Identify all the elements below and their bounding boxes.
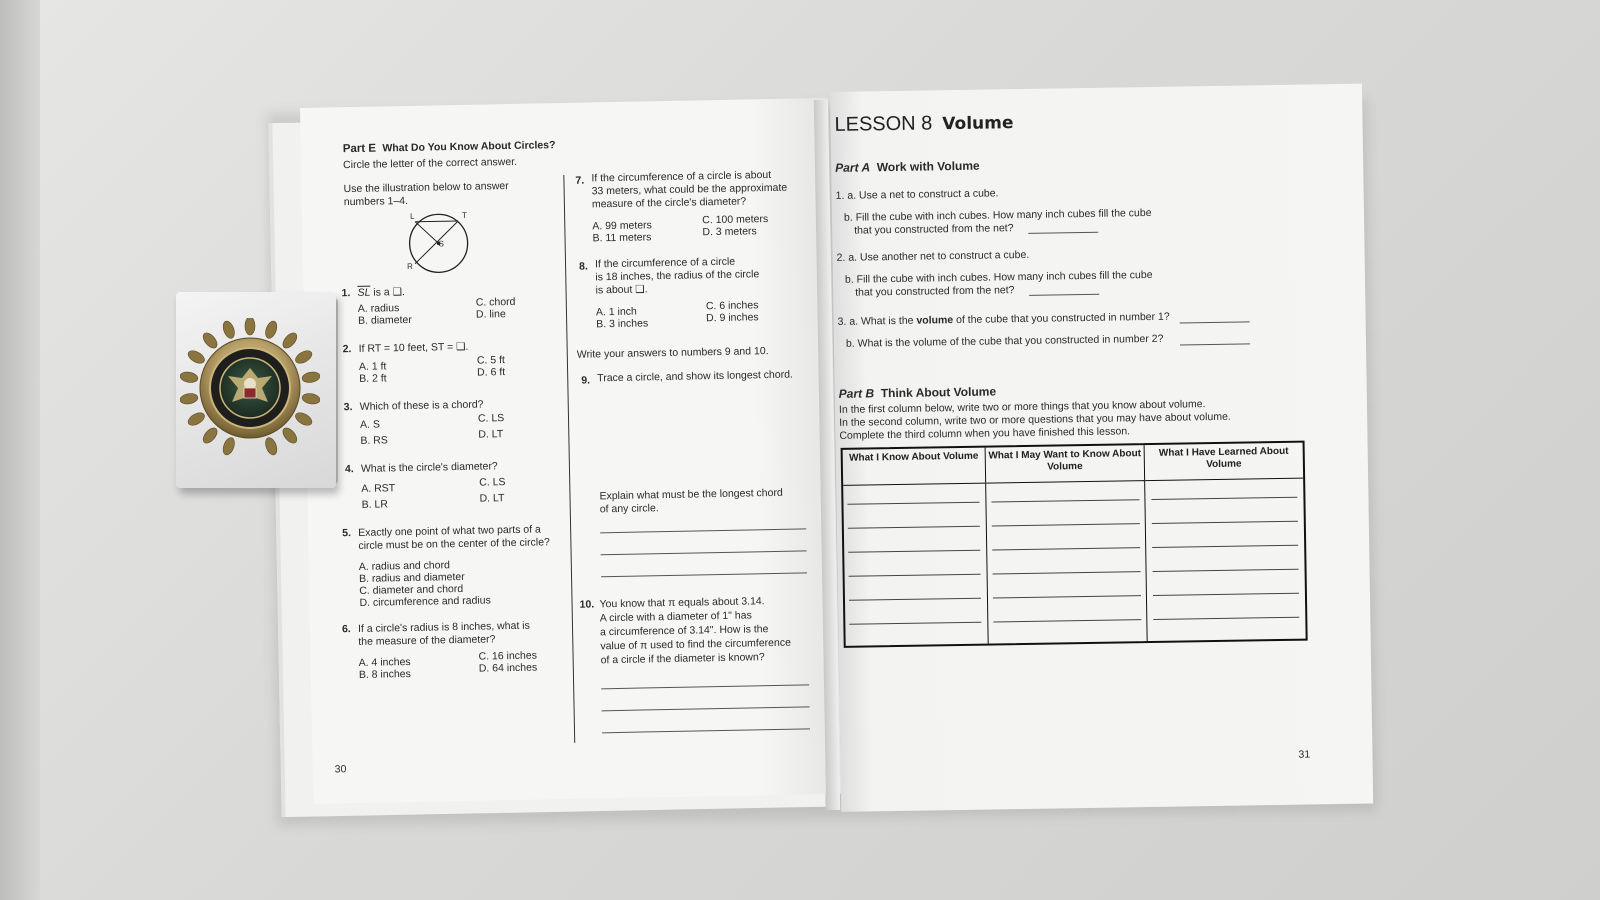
q8-option-d: D. 9 inches [705, 311, 759, 325]
item-3b-answer-line [1180, 343, 1250, 345]
q7-stem-1: If the circumference of a circle is about [591, 168, 772, 185]
kwl-write-line [1151, 497, 1297, 500]
q6-option-d: D. 64 inches [478, 661, 538, 675]
q8-option-a: A. 1 inch [595, 305, 637, 319]
kwl-write-line [993, 595, 1141, 598]
q7-number: 7. [575, 174, 585, 187]
q5-number: 5. [342, 527, 352, 540]
kwl-write-line [849, 598, 981, 601]
q9-explain-2: of any circle. [599, 502, 659, 516]
kwl-write-line [848, 550, 980, 553]
part-e-heading: Part E What Do You Know About Circles? [342, 139, 556, 156]
q2-option-d: D. 6 ft [476, 366, 506, 379]
part-b-instruction-2: In the second column, write two or more questions that you may have about volume. [839, 410, 1231, 429]
q10-number: 10. [579, 598, 595, 611]
item-1b-line-1: b. Fill the cube with inch cubes. How many inch cubes fill the cube [843, 206, 1152, 224]
item-3a: 3. a. What is the volume of the cube that you constructed in number 1? [837, 310, 1170, 328]
left-page [300, 98, 841, 804]
kwl-header-learned: What I Have Learned About Volume [1145, 443, 1304, 481]
instruction: Circle the letter of the correct answer. [342, 155, 518, 172]
q2-stem: If RT = 10 feet, ST = ❑. [358, 340, 469, 355]
item-2b-line-2: that you constructed from the net? [855, 284, 1015, 299]
kwl-write-line [1153, 617, 1299, 620]
column-divider [563, 175, 575, 743]
q9-number: 9. [581, 374, 591, 387]
kwl-write-line [1152, 521, 1298, 524]
marble-paperweight [176, 292, 336, 488]
kwl-write-line [1153, 569, 1299, 572]
kwl-write-line [991, 499, 1139, 502]
kwl-write-line [992, 547, 1140, 550]
q9-answer-line [600, 528, 806, 533]
kwl-header-want: What I May Want to Know About Volume [986, 445, 1145, 483]
q1-option-c: C. chord [475, 295, 516, 309]
q8-option-c: C. 6 inches [705, 299, 759, 313]
q4-option-b: B. LR [361, 498, 389, 511]
q7-option-d: D. 3 meters [702, 225, 757, 239]
q5-option-b: B. radius and diameter [358, 570, 465, 585]
q2-number: 2. [342, 343, 352, 356]
item-2b-line-1: b. Fill the cube with inch cubes. How many inch cubes fill the cube [844, 268, 1153, 286]
kwl-header-know: What I Know About Volume [843, 448, 986, 486]
q10-answer-line [602, 728, 810, 733]
q9-explain-1: Explain what must be the longest chord [599, 486, 783, 503]
q3-option-b: B. RS [360, 434, 388, 447]
q10-line-1: You know that π equals about 3.14. [599, 595, 765, 611]
part-a-heading: Part A Work with Volume [835, 158, 980, 175]
q1-option-a: A. radius [357, 302, 400, 315]
q10-line-5: of a circle if the diameter is known? [600, 651, 765, 667]
fig-label-s: S [438, 239, 445, 249]
q3-number: 3. [343, 401, 353, 414]
kwl-write-line [992, 523, 1140, 526]
q1-number: 1. [341, 287, 351, 300]
item-3b: b. What is the volume of the cube that you constructed in number 2? [845, 332, 1164, 350]
item-1a: 1. a. Use a net to construct a cube. [835, 187, 999, 202]
illustration-note-1: Use the illustration below to answer [343, 180, 509, 196]
q10-answer-line [601, 684, 809, 689]
q7-stem-3: measure of the circle's diameter? [591, 195, 747, 211]
item-3a-answer-line [1180, 321, 1250, 323]
q1-option-b: B. diameter [357, 313, 412, 327]
kwl-write-line [993, 571, 1141, 574]
q8-stem-3: is about ❑. [595, 283, 648, 297]
kwl-write-line [1152, 545, 1298, 548]
kwl-write-line [1153, 593, 1299, 596]
kwl-write-line [847, 502, 979, 505]
page-number-left: 30 [334, 763, 347, 776]
q7-option-c: C. 100 meters [702, 213, 769, 227]
q1-stem: $\overline{SL}$ is a ❑. [357, 286, 406, 299]
q4-option-c: C. LS [479, 476, 506, 489]
q4-option-d: D. LT [479, 492, 505, 505]
q3-option-d: D. LT [478, 428, 504, 441]
q2-option-b: B. 2 ft [359, 372, 387, 385]
q3-option-c: C. LS [477, 412, 505, 425]
page-number-right: 31 [1298, 748, 1311, 761]
fig-label-t: T [462, 210, 468, 220]
q6-number: 6. [341, 623, 351, 636]
q6-stem-1: If a circle's radius is 8 inches, what is [357, 619, 530, 635]
kwl-table [841, 441, 1308, 648]
q7-stem-2: 33 meters, what could be the approximate [591, 181, 788, 198]
q2-option-c: C. 5 ft [476, 354, 506, 367]
q9-stem: Trace a circle, and show its longest chord. [597, 368, 794, 385]
kwl-write-line [849, 622, 981, 625]
fig-label-l: L [410, 211, 415, 221]
part-b-instruction-3: Complete the third column when you have finished this lesson. [839, 425, 1131, 442]
q9-answer-line [601, 550, 807, 555]
table-edge [0, 0, 40, 900]
q3-stem: Which of these is a chord? [359, 398, 484, 413]
q10-line-3: a circumference of 3.14". How is the [600, 623, 769, 639]
item-1b-line-2: that you constructed from the net? [854, 222, 1014, 237]
q5-stem-2: circle must be on the center of the circle? [358, 536, 550, 552]
write-instruction: Write your answers to numbers 9 and 10. [576, 345, 769, 361]
q10-answer-line [602, 706, 810, 711]
q3-option-a: A. S [359, 418, 381, 431]
q5-stem-1: Exactly one point of what two parts of a [358, 523, 541, 539]
item-2b-answer-line [1029, 294, 1099, 296]
q8-number: 8. [578, 260, 588, 273]
kwl-write-line [849, 574, 981, 577]
kwl-write-line [993, 619, 1141, 622]
q6-option-c: C. 16 inches [478, 649, 538, 663]
lesson-title: Volume [942, 113, 1014, 135]
eagle-seal-medallion-icon [180, 318, 320, 458]
q9-answer-line [601, 572, 807, 577]
right-page [830, 84, 1373, 812]
q1-option-d: D. line [475, 308, 506, 321]
q10-line-4: value of π used to find the circumference [600, 636, 791, 653]
q7-option-b: B. 11 meters [592, 231, 652, 245]
q2-option-a: A. 1 ft [358, 360, 387, 373]
q4-number: 4. [344, 463, 354, 476]
q5-option-d: D. circumference and radius [359, 594, 491, 609]
kwl-write-line [848, 526, 980, 529]
q5-option-a: A. radius and chord [358, 559, 450, 573]
q8-stem-1: If the circumference of a circle [594, 255, 736, 271]
illustration-note-2: numbers 1–4. [343, 194, 409, 209]
part-b-heading: Part B Think About Volume [838, 384, 997, 401]
q4-stem: What is the circle's diameter? [360, 460, 498, 475]
q6-option-a: A. 4 inches [358, 655, 411, 669]
q8-option-b: B. 3 inches [596, 317, 649, 331]
fig-label-r: R [406, 261, 413, 271]
q8-stem-2: is 18 inches, the radius of the circle [595, 268, 760, 284]
item-2a: 2. a. Use another net to construct a cube. [836, 248, 1030, 264]
q4-option-a: A. RST [361, 482, 396, 495]
part-b-instruction-1: In the first column below, write two or more things that you know about volume. [838, 398, 1206, 416]
q5-option-c: C. diameter and chord [359, 582, 464, 597]
q7-option-a: A. 99 meters [592, 219, 652, 233]
q6-stem-2: the measure of the diameter? [358, 633, 496, 648]
q6-option-b: B. 8 inches [358, 667, 411, 681]
lesson-heading [834, 111, 1013, 137]
q10-line-2: A circle with a diameter of 1" has [599, 609, 752, 625]
item-1b-answer-line [1028, 232, 1098, 234]
lesson-label: LESSON 8 [834, 112, 933, 136]
